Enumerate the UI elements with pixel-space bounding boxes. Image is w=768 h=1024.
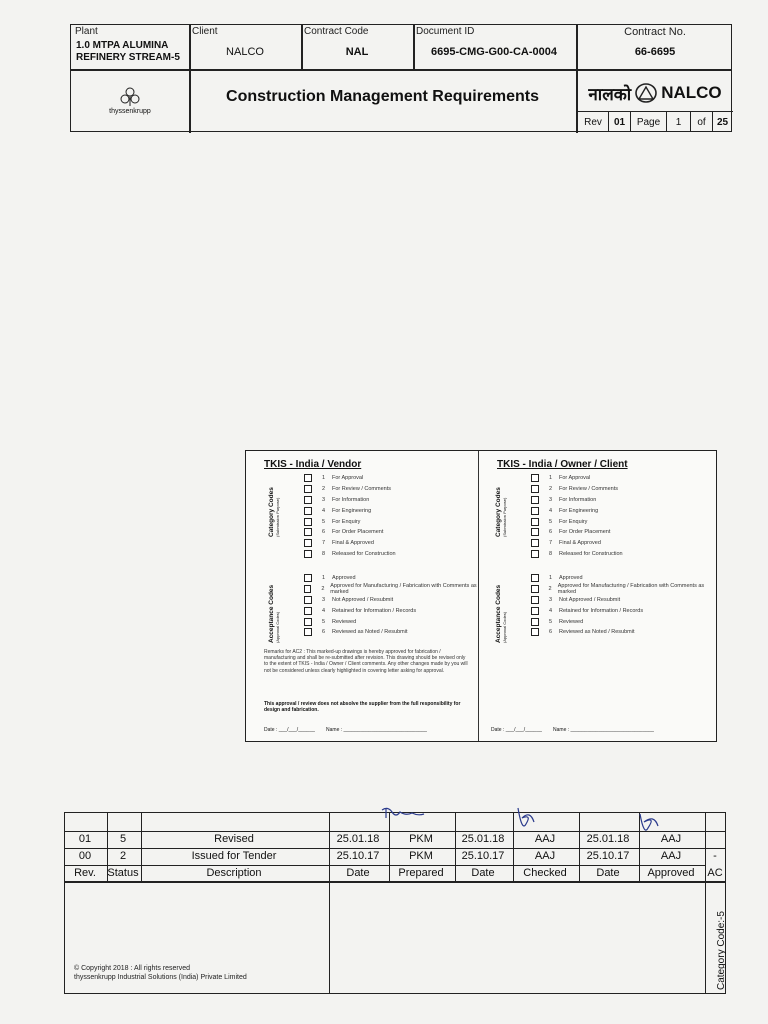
acceptance-text: Not Approved / Resubmit <box>332 596 394 603</box>
category-item <box>531 527 623 538</box>
category-number: 1 <box>322 475 326 482</box>
checkbox[interactable] <box>531 518 539 526</box>
category-codes-title: Category Codes <box>268 487 275 537</box>
category-number: 6 <box>322 529 326 536</box>
checkbox[interactable] <box>304 528 312 536</box>
category-item <box>304 549 396 560</box>
checkbox[interactable] <box>531 507 539 515</box>
category-text: For Order Placement <box>332 529 384 536</box>
acceptance-text: Reviewed <box>559 618 584 625</box>
checkbox[interactable] <box>304 539 312 547</box>
revision-cell-rev: 01 <box>78 832 92 845</box>
category-text: For Information <box>332 496 370 503</box>
category-number: 3 <box>549 496 553 503</box>
acceptance-item <box>304 595 478 606</box>
checkbox[interactable] <box>304 496 312 504</box>
acceptance-number: 3 <box>549 596 553 603</box>
contract-code-label: Contract Code <box>304 26 369 37</box>
total-pages: 25 <box>712 112 732 132</box>
category-number: 2 <box>322 486 326 493</box>
company-logo-text: thyssenkrupp <box>109 108 151 115</box>
checkbox[interactable] <box>531 596 539 604</box>
category-text: For Approval <box>332 475 364 482</box>
acceptance-codes-label <box>268 585 280 643</box>
checkbox[interactable] <box>304 474 312 482</box>
copyright-line2: thyssenkrupp Industrial Solutions (India) Private Limited <box>74 974 247 981</box>
acceptance-item <box>531 616 711 627</box>
category-number: 4 <box>549 507 553 514</box>
checkbox[interactable] <box>531 474 539 482</box>
revision-cell-checked: AAJ <box>534 832 556 845</box>
rev-label: Rev <box>584 116 602 128</box>
category-codes-label <box>268 487 280 537</box>
document-id-label: Document ID <box>416 26 475 37</box>
category-item <box>531 516 623 527</box>
revision-cell-status: 2 <box>119 849 127 862</box>
revision-cell-date3: 25.10.17 <box>586 849 630 862</box>
revision-cell-ac: - <box>713 849 717 862</box>
acceptance-number: 5 <box>549 618 553 625</box>
approval-stamp <box>245 450 717 742</box>
revision-cell-prepared: PKM <box>409 849 433 862</box>
category-item <box>531 505 623 516</box>
revision-cell-approved: AAJ <box>660 849 682 862</box>
revision-cell-status: 5 <box>119 832 127 845</box>
category-item <box>531 495 623 506</box>
revision-cell-date3: 25.01.18 <box>586 832 630 845</box>
plant-value-line1: 1.0 MTPA ALUMINA <box>76 40 169 51</box>
header-prepared: Prepared <box>398 866 444 879</box>
acceptance-text: Not Approved / Resubmit <box>559 596 621 603</box>
divider <box>71 69 731 71</box>
header-checked: Checked <box>523 866 567 879</box>
category-number: 7 <box>322 540 326 547</box>
checkbox[interactable] <box>304 596 312 604</box>
acceptance-text: Approved for Manufacturing / Fabrication with Comments as marked <box>557 583 705 596</box>
stamp-client-heading: TKIS - India / Owner / Client <box>497 459 628 470</box>
acceptance-number: 1 <box>549 575 553 582</box>
client-label: Client <box>192 26 218 37</box>
revision-cell-rev: 00 <box>78 849 92 862</box>
acceptance-list <box>304 573 478 638</box>
nalco-emblem-icon <box>635 83 657 103</box>
acceptance-item <box>531 595 711 606</box>
document-title: Construction Management Requirements <box>226 88 539 105</box>
revision-cell-checked: AAJ <box>534 849 556 862</box>
stamp-signature-line <box>264 727 470 733</box>
contract-no-label: Contract No. <box>624 26 686 38</box>
category-list <box>531 473 623 559</box>
category-text: For Engineering <box>332 507 372 514</box>
checkbox[interactable] <box>304 485 312 493</box>
category-number: 5 <box>322 518 326 525</box>
category-text: Released for Construction <box>332 550 396 557</box>
header-rev: Rev. <box>74 866 96 879</box>
checkbox[interactable] <box>304 518 312 526</box>
acceptance-item <box>531 627 711 638</box>
revision-cell-date2: 25.01.18 <box>461 832 505 845</box>
stamp-signature-line <box>491 727 697 733</box>
client-value: NALCO <box>226 46 264 58</box>
checkbox[interactable] <box>531 574 539 582</box>
category-codes-sub: (Submission Purpose) <box>502 497 507 537</box>
checkbox[interactable] <box>304 618 312 626</box>
category-number: 8 <box>549 550 553 557</box>
nalco-logo <box>578 78 732 108</box>
category-item <box>531 484 623 495</box>
header-approved: Approved <box>647 866 695 879</box>
plant-label: Plant <box>75 26 98 37</box>
acceptance-number: 4 <box>549 607 553 614</box>
copyright-line1: © Copyright 2018 : All rights reserved <box>74 965 191 972</box>
category-text: For Approval <box>559 475 591 482</box>
acceptance-number: 2 <box>321 586 325 593</box>
checkbox[interactable] <box>531 485 539 493</box>
category-number: 8 <box>322 550 326 557</box>
category-item <box>304 505 396 516</box>
checkbox[interactable] <box>531 585 539 593</box>
date-field: Date : ___/___/______ <box>264 727 315 733</box>
stamp-remarks: Remarks for AC2 : This marked-up drawings is hereby approved for fabrication / manufacturing and shall be re-submitted after revision. This drawing should be revised only to the extent of TKIS - India / Owner / Client comments. Any other changes made by you will not be considered unless clearly highlighted in covering letter asking for approval. <box>264 649 468 674</box>
category-codes-title: Category Codes <box>495 487 502 537</box>
page-label: Page <box>630 112 666 132</box>
prepared-signature <box>378 804 428 826</box>
category-text: Final & Approved <box>332 540 374 547</box>
category-text: For Review / Comments <box>332 486 391 493</box>
category-code-label: Category Code:-5 <box>716 911 727 990</box>
category-text: Final & Approved <box>559 540 601 547</box>
acceptance-text: Retained for Information / Records <box>559 607 644 614</box>
acceptance-codes-sub: (Approval Codes) <box>502 611 507 643</box>
acceptance-text: Approved for Manufacturing / Fabrication with Comments as marked <box>330 583 477 596</box>
name-field: Name : ______________________________ <box>326 727 427 733</box>
header-status: Status <box>107 866 139 879</box>
plant-value <box>72 40 190 64</box>
revision-cell-date1: 25.10.17 <box>336 849 380 862</box>
revision-cell-description: Revised <box>214 832 254 845</box>
stamp-vendor-heading: TKIS - India / Vendor <box>264 459 362 470</box>
category-item <box>531 538 623 549</box>
acceptance-number: 2 <box>548 586 552 593</box>
acceptance-text: Approved <box>559 575 583 582</box>
stamp-note: This approval / review does not absolve the supplier from the full responsibility for design and fabrication. <box>264 701 461 714</box>
acceptance-codes-title: Acceptance Codes <box>495 584 502 643</box>
revision-cell-date2: 25.10.17 <box>461 849 505 862</box>
acceptance-item <box>304 605 478 616</box>
nalco-hindi-text: नालको <box>588 84 632 104</box>
acceptance-text: Retained for Information / Records <box>332 607 417 614</box>
category-text: For Engineering <box>559 507 599 514</box>
checkbox[interactable] <box>531 528 539 536</box>
contract-code-value: NAL <box>345 46 369 58</box>
category-item <box>531 473 623 484</box>
stamp-client-column <box>479 451 711 741</box>
acceptance-number: 6 <box>549 629 553 636</box>
category-item <box>304 484 396 495</box>
header-date: Date <box>596 866 620 879</box>
category-number: 3 <box>322 496 326 503</box>
acceptance-number: 5 <box>322 618 326 625</box>
revision-cell-ac <box>704 830 726 847</box>
category-number: 2 <box>549 486 553 493</box>
revision-cell-date1: 25.01.18 <box>336 832 380 845</box>
revision-page-row <box>578 112 732 132</box>
thyssenkrupp-logo <box>100 86 160 115</box>
revision-cell-approved: AAJ <box>660 832 682 845</box>
acceptance-item <box>531 573 711 584</box>
stamp-vendor-column <box>246 451 478 741</box>
checkbox[interactable] <box>304 628 312 636</box>
category-codes-sub: (Submission Purpose) <box>275 497 280 537</box>
contract-no-value: 66-6695 <box>634 46 676 58</box>
divider <box>65 881 725 883</box>
acceptance-item <box>531 584 711 595</box>
acceptance-item <box>304 627 478 638</box>
acceptance-codes-label <box>495 585 507 643</box>
acceptance-text: Reviewed as Noted / Resubmit <box>332 629 408 636</box>
acceptance-codes-title: Acceptance Codes <box>268 584 275 643</box>
checkbox[interactable] <box>531 539 539 547</box>
category-number: 5 <box>549 518 553 525</box>
category-item <box>304 495 396 506</box>
category-item <box>304 516 396 527</box>
date-field: Date : ___/___/______ <box>491 727 542 733</box>
of-label: of <box>690 112 712 132</box>
rev-value: 01 <box>608 112 630 132</box>
revision-cell-description: Issued for Tender <box>191 849 277 862</box>
acceptance-list <box>531 573 711 638</box>
page-value: 1 <box>666 112 690 132</box>
category-text: For Review / Comments <box>559 486 618 493</box>
checkbox[interactable] <box>304 607 312 615</box>
acceptance-codes-sub: (Approval Codes) <box>275 611 280 643</box>
category-item <box>304 473 396 484</box>
name-field: Name : ______________________________ <box>553 727 654 733</box>
acceptance-item <box>304 616 478 627</box>
thyssenkrupp-logo-icon <box>119 86 141 108</box>
acceptance-number: 3 <box>322 596 326 603</box>
checkbox[interactable] <box>304 507 312 515</box>
category-number: 1 <box>549 475 553 482</box>
category-text: For Order Placement <box>559 529 611 536</box>
copyright-notice <box>74 964 247 982</box>
revision-cell-prepared: PKM <box>409 832 433 845</box>
header-date: Date <box>471 866 495 879</box>
header-ac: AC <box>707 866 723 879</box>
category-number: 4 <box>322 507 326 514</box>
plant-value-line2: REFINERY STREAM-5 <box>76 52 180 63</box>
checkbox[interactable] <box>531 550 539 558</box>
category-text: For Information <box>559 496 597 503</box>
header-date: Date <box>346 866 370 879</box>
category-item <box>304 538 396 549</box>
category-codes-label <box>495 487 507 537</box>
checkbox[interactable] <box>531 607 539 615</box>
header-description: Description <box>206 866 262 879</box>
checkbox[interactable] <box>531 618 539 626</box>
checkbox[interactable] <box>304 550 312 558</box>
acceptance-number: 6 <box>322 629 326 636</box>
nalco-text: NALCO <box>661 83 722 102</box>
category-text: Released for Construction <box>559 550 623 557</box>
acceptance-item <box>304 584 478 595</box>
acceptance-text: Reviewed as Noted / Resubmit <box>559 629 635 636</box>
acceptance-item <box>304 573 478 584</box>
category-text: For Enquiry <box>559 518 588 525</box>
acceptance-text: Reviewed <box>332 618 357 625</box>
acceptance-number: 1 <box>322 575 326 582</box>
acceptance-number: 4 <box>322 607 326 614</box>
acceptance-text: Approved <box>332 575 356 582</box>
document-id-value: 6695-CMG-G00-CA-0004 <box>431 46 557 58</box>
category-list <box>304 473 396 559</box>
category-number: 6 <box>549 529 553 536</box>
checkbox[interactable] <box>531 628 539 636</box>
category-text: For Enquiry <box>332 518 361 525</box>
checkbox[interactable] <box>304 574 312 582</box>
category-item <box>304 527 396 538</box>
checkbox[interactable] <box>304 585 311 593</box>
checkbox[interactable] <box>531 496 539 504</box>
acceptance-item <box>531 605 711 616</box>
category-item <box>531 549 623 560</box>
category-number: 7 <box>549 540 553 547</box>
